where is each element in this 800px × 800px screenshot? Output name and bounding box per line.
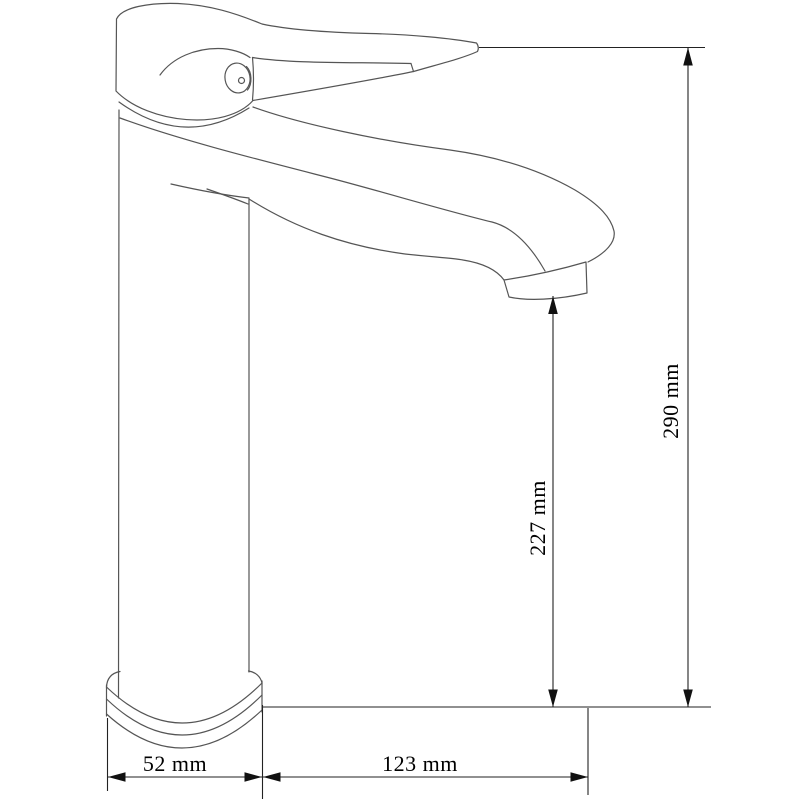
handle-tip-notch [411, 64, 414, 72]
arrowhead-down-total [683, 690, 693, 708]
base-width-label: 52 mm [142, 751, 208, 776]
arrowhead-down-outlet [548, 690, 558, 708]
base-bottom-arc [107, 710, 263, 748]
outlet-height-label: 227 mm [525, 480, 550, 556]
spout-top-edge [253, 107, 614, 262]
spout-shoulder-curve-upper [171, 184, 249, 198]
faucet-handle [116, 3, 478, 127]
spout-reach-label: 123 mm [382, 751, 458, 776]
total-height-label: 290 mm [658, 363, 683, 439]
arrowhead-left-base [108, 772, 126, 781]
faucet-base [107, 671, 263, 748]
faucet-column [119, 110, 546, 698]
arrowhead-left-reach [263, 772, 281, 781]
handle-thumb-recess [160, 49, 250, 76]
handle-indicator-cap [223, 61, 253, 95]
handle-front-crease [253, 58, 412, 64]
spout-body-crease [120, 118, 545, 271]
base-rim-front [107, 683, 263, 723]
arrowhead-right-reach [571, 772, 589, 781]
arrowhead-right-base [245, 772, 263, 781]
column-left-edge [119, 110, 120, 698]
base-rim-back-right [249, 671, 263, 683]
indicator-cap-dot [239, 78, 245, 84]
faucet-spout [249, 107, 614, 299]
hub-lever-boundary [253, 58, 254, 101]
arrowhead-up-total [683, 48, 693, 66]
spout-shoulder-curve-lower [207, 189, 248, 204]
spout-underside-edge [249, 199, 504, 280]
spout-aerator [504, 262, 587, 299]
